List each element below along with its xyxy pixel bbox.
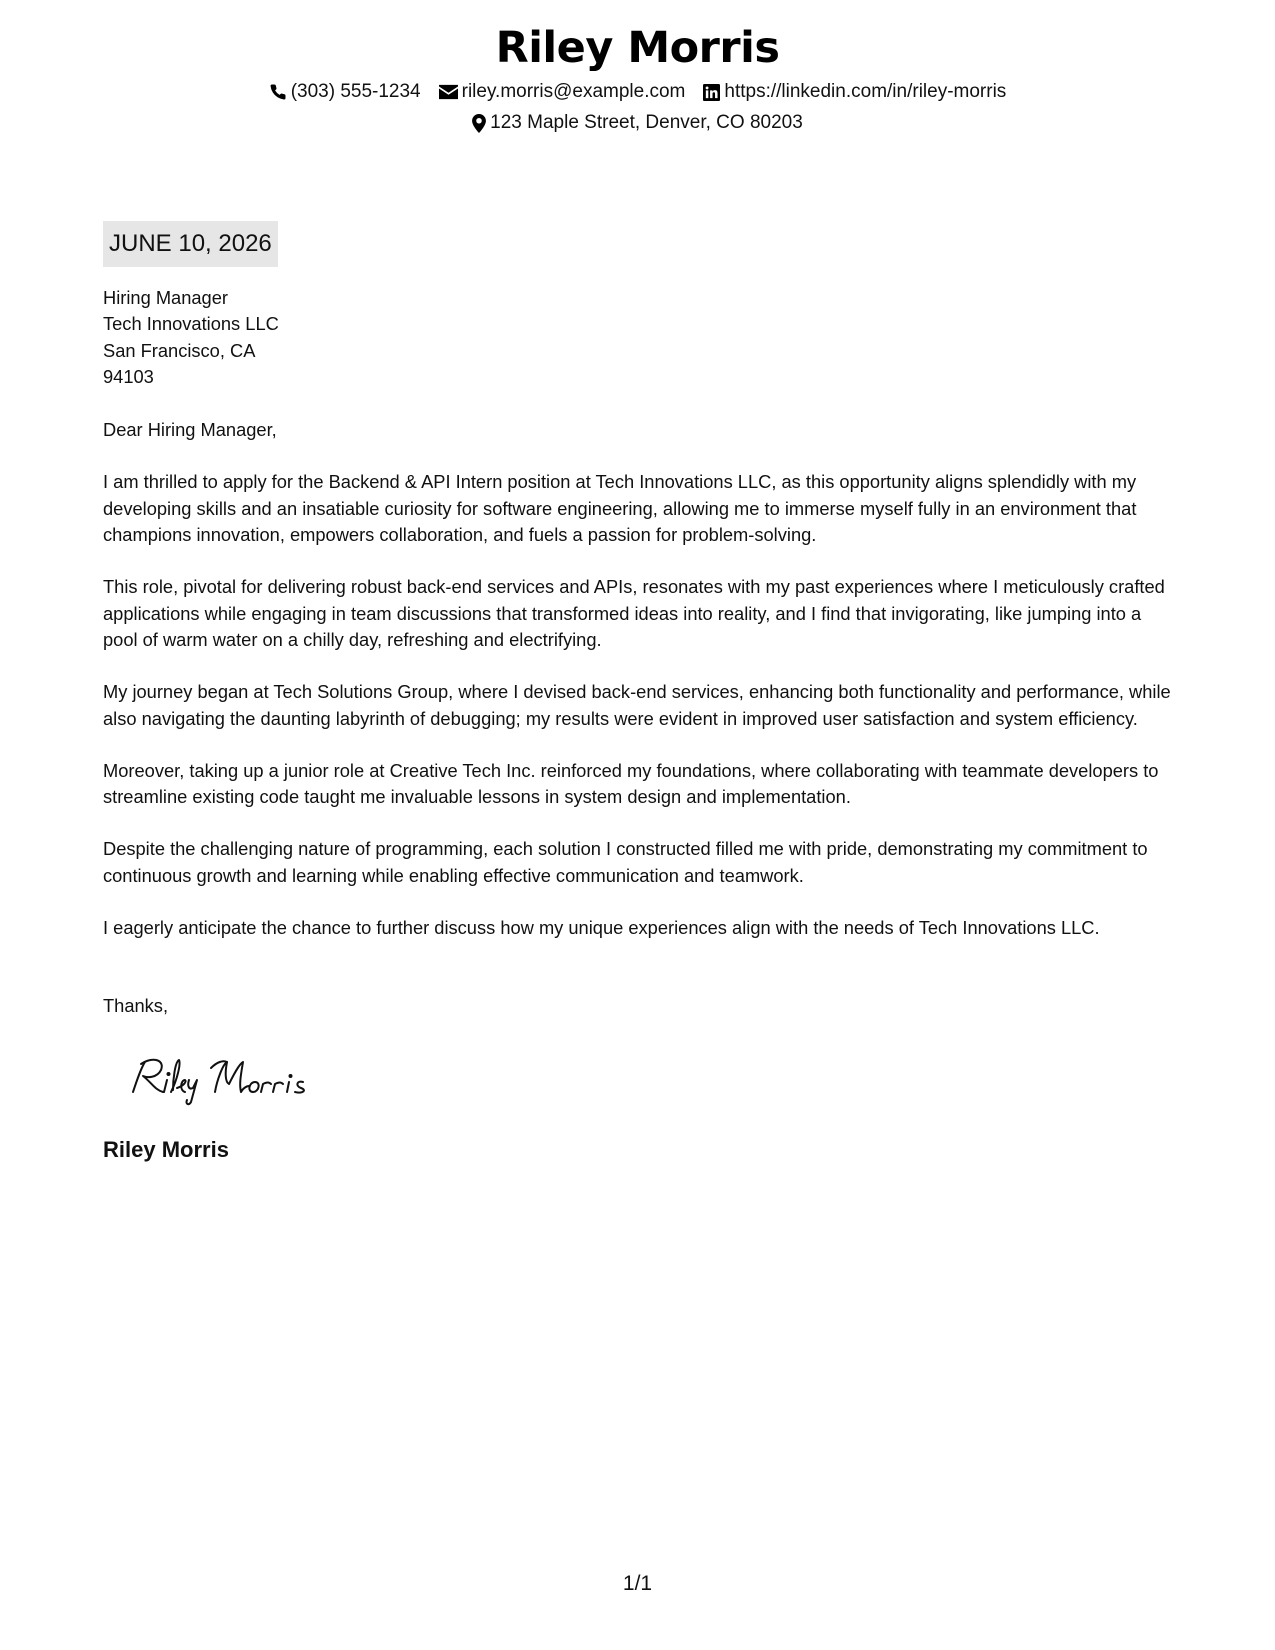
phone-icon: [269, 83, 287, 101]
phone-text: (303) 555-1234: [290, 81, 421, 102]
body-paragraph: My journey began at Tech Solutions Group, where I devised back-end services, enhancing both functionality and performance, while also navigating the daunting labyrinth of debugging; my results were evident in improved user satisfaction and system efficiency.: [103, 681, 1171, 729]
recipient-company: Tech Innovations LLC: [103, 313, 279, 335]
recipient-block: [103, 285, 1173, 390]
linkedin-icon: [703, 84, 720, 101]
body-paragraph: Despite the challenging nature of programming, each solution I constructed filled me with pride, demonstrating my commitment to continuous growth and learning while enabling effective communication and teamwork.: [103, 838, 1148, 886]
contact-linkedin[interactable]: [703, 78, 1006, 106]
closing: Thanks,: [103, 995, 169, 1017]
contact-address: [472, 109, 803, 137]
contact-phone: [269, 78, 421, 106]
body-paragraph: I am thrilled to apply for the Backend & API Intern position at Tech Innovations LLC, as this opportunity aligns splendidly with my developing skills and an insatiable curiosity for software engineering, allowing me to immerse myself fully in an environment that champions innovation, empowers collaboration, and fuels a passion for problem-solving.: [103, 471, 1137, 546]
body-paragraph: I eagerly anticipate the chance to further discuss how my unique experiences align with the needs of Tech Innovations LLC.: [103, 917, 1100, 939]
address-text: 123 Maple Street, Denver, CO 80203: [490, 112, 803, 133]
map-pin-icon: [472, 114, 486, 133]
letter-header: [0, 18, 1275, 137]
recipient-city: San Francisco, CA: [103, 339, 256, 361]
letter-body: [103, 221, 1173, 1165]
signed-name: Riley Morris: [103, 1136, 229, 1162]
address-row: [0, 109, 1275, 137]
letter-date: JUNE 10, 2026: [103, 221, 278, 267]
contact-row: [0, 78, 1275, 106]
sender-name: Riley Morris: [495, 23, 780, 73]
envelope-icon: [439, 84, 458, 100]
email-link[interactable]: riley.morris@example.com: [461, 81, 686, 102]
recipient-title: Hiring Manager: [103, 287, 228, 308]
page-number: 1/1: [622, 1572, 653, 1595]
body-paragraph: Moreover, taking up a junior role at Creative Tech Inc. reinforced my foundations, where collaborating with teammate developers to streamline existing code taught me invaluable lessons in system design and implementation.: [103, 759, 1159, 808]
salutation: Dear Hiring Manager,: [103, 419, 277, 441]
linkedin-link[interactable]: https://linkedin.com/in/riley-morris: [724, 81, 1007, 102]
body-paragraph: This role, pivotal for delivering robust back-end services and APIs, resonates with my past experiences where I meticulously crafted applications while engaging in team discussions that transformed ideas into reality, and I find that invigorating, like jumping into a pool of warm water on a chilly day, refreshing and electrifying.: [103, 576, 1165, 650]
recipient-zip: 94103: [103, 365, 154, 387]
contact-email[interactable]: [439, 78, 686, 106]
handwritten-signature: [127, 1050, 367, 1106]
